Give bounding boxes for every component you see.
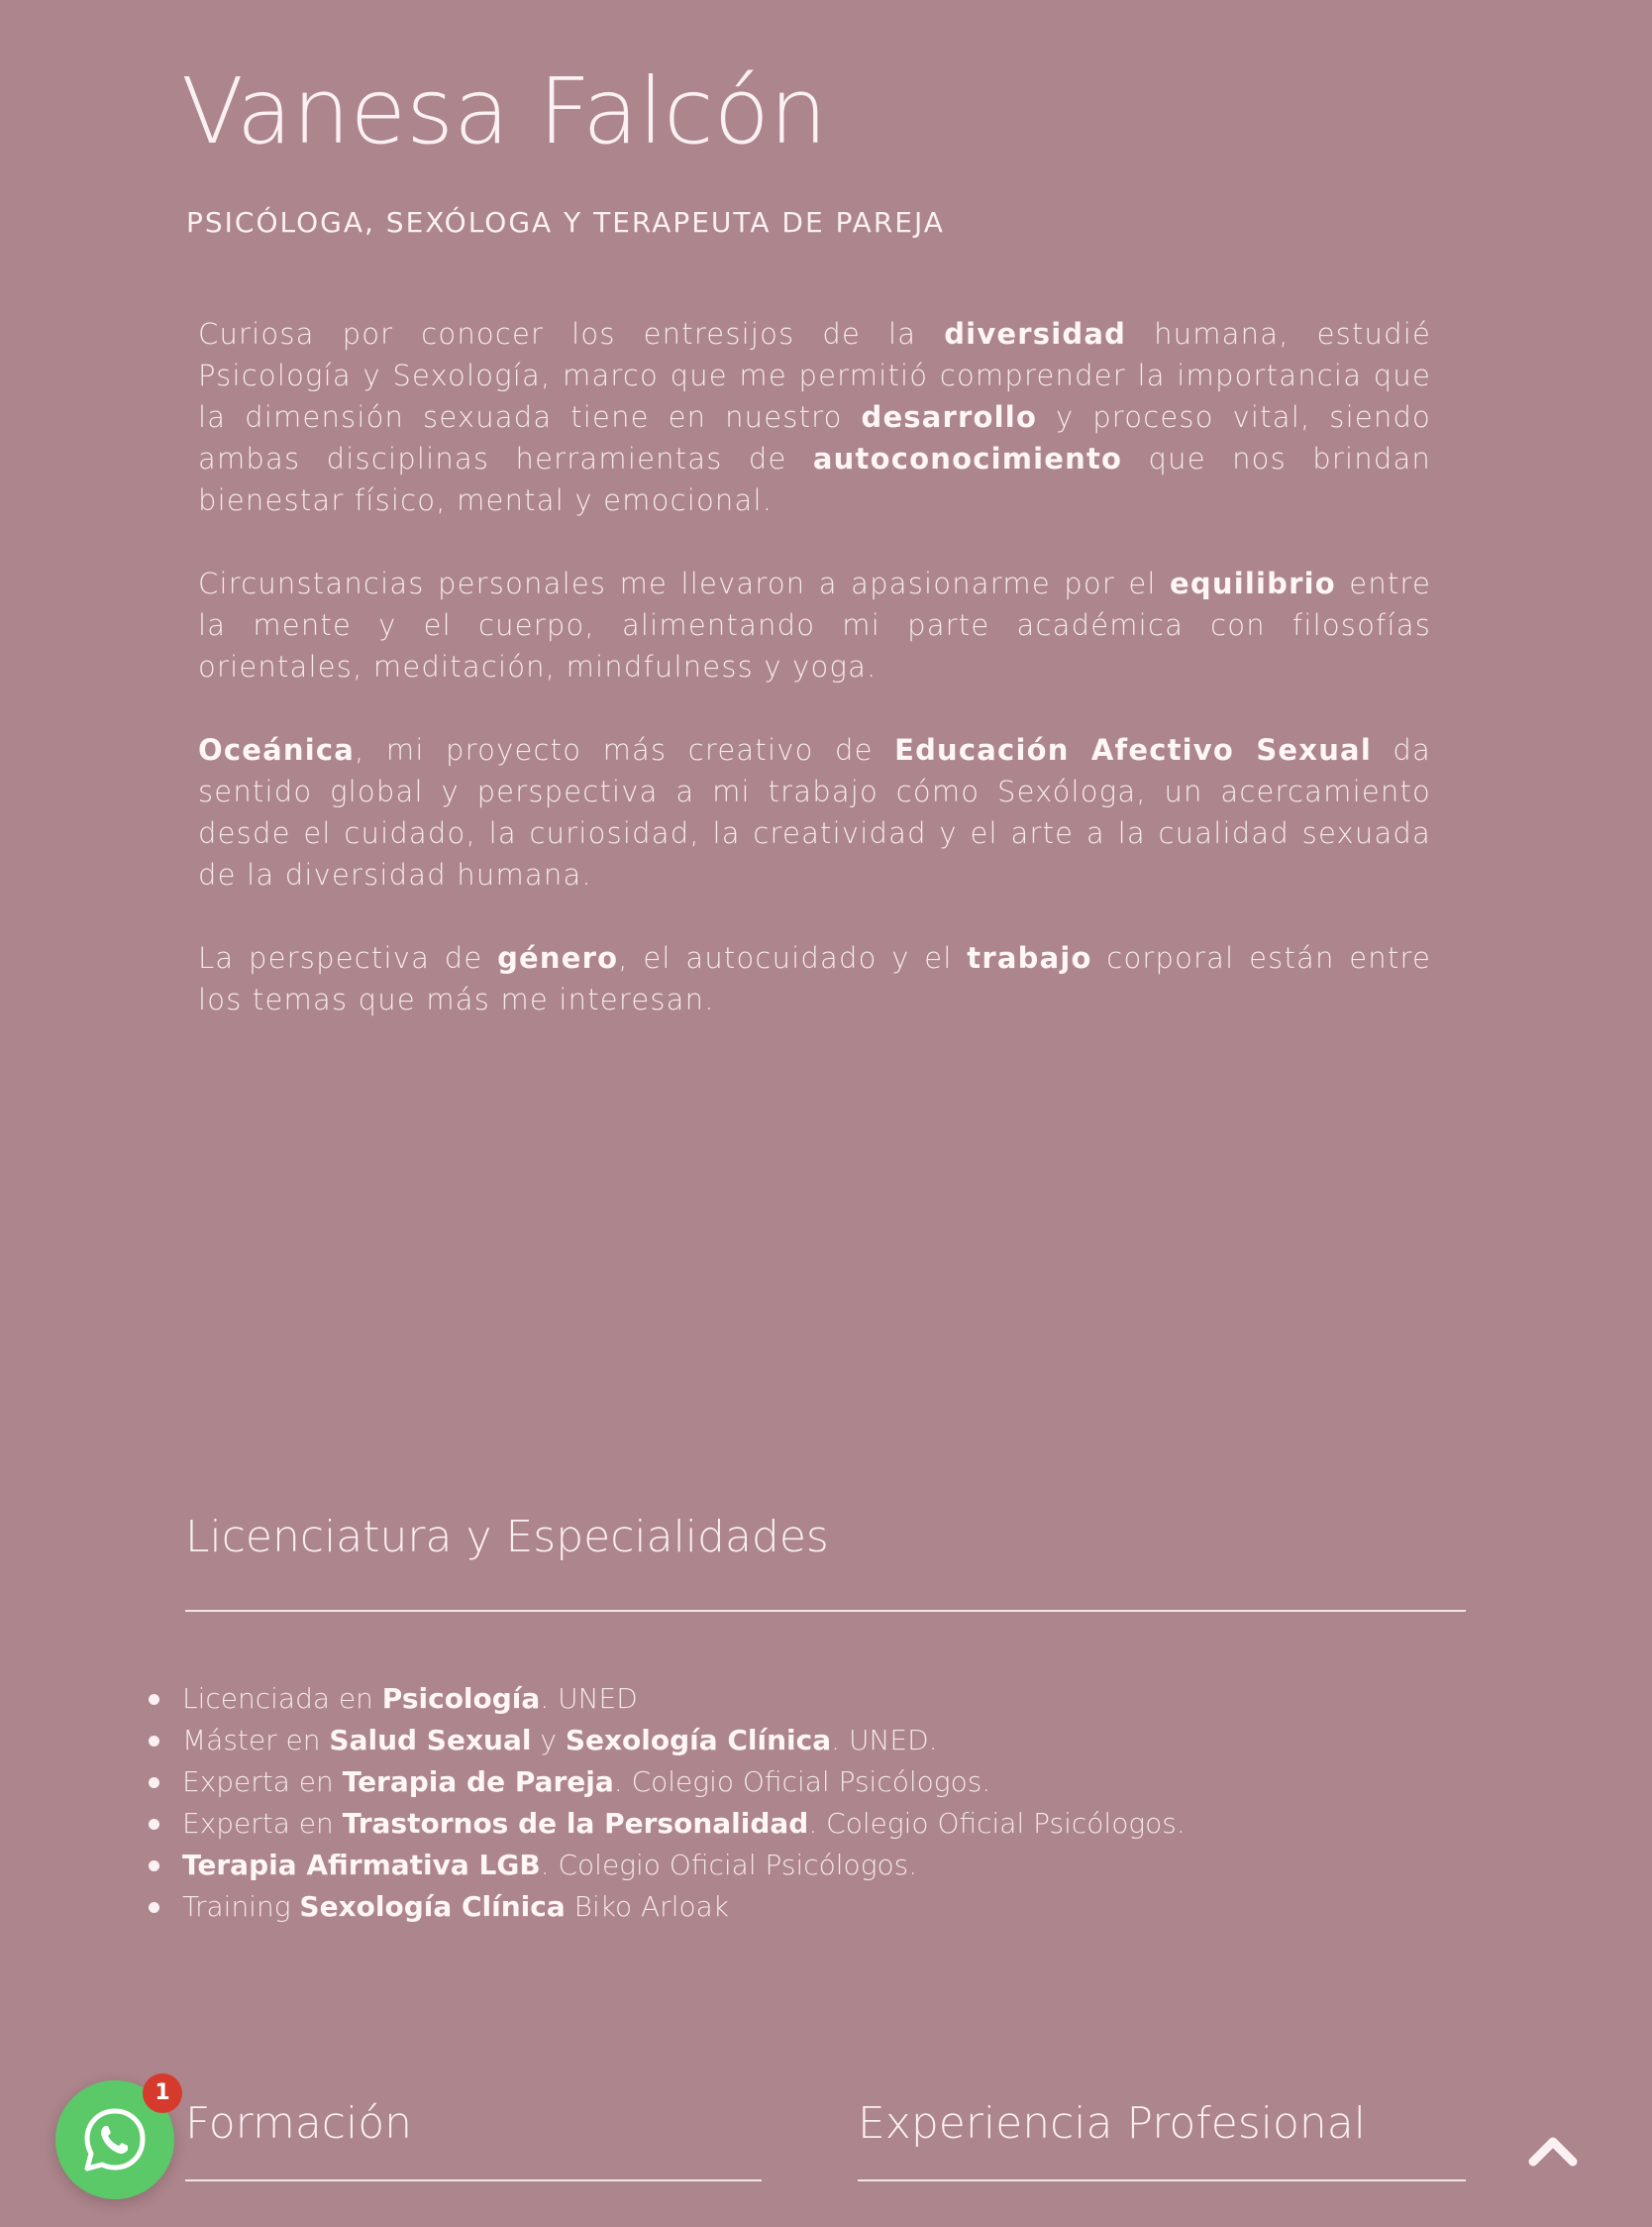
bio-text: humana, estudié Psicología y Sexología, marco que me permitió comprender la importancia que la dimensión sexuada tiene en nuestro bbox=[198, 317, 1431, 434]
list-item: Experta en Terapia de Pareja. Colegio Oficial Psicólogos. bbox=[149, 1761, 1186, 1803]
formacion-divider bbox=[185, 2179, 762, 2181]
bio-text: Circunstancias personales me llevaron a apasionarme por el bbox=[198, 567, 1171, 600]
page-subtitle: PSICÓLOGA, SEXÓLOGA Y TERAPEUTA DE PAREJA bbox=[186, 206, 945, 239]
bio-highlight: equilibrio bbox=[1170, 567, 1336, 600]
experiencia-divider bbox=[858, 2179, 1466, 2181]
notification-badge: 1 bbox=[143, 2073, 182, 2113]
formacion-heading: Formación bbox=[185, 2098, 413, 2149]
bio-paragraph bbox=[198, 729, 1431, 896]
list-item: Training Sexología Clínica Biko Arloak bbox=[149, 1886, 1186, 1928]
bio-highlight: género bbox=[497, 941, 619, 975]
bio-text: , mi proyecto más creativo de bbox=[355, 733, 895, 767]
bio-highlight: autoconocimiento bbox=[812, 442, 1123, 476]
bio-highlight: diversidad bbox=[944, 317, 1127, 351]
bio-text: , el autocuidado y el bbox=[618, 941, 968, 975]
bio-paragraph bbox=[198, 937, 1431, 1020]
bio-highlight: trabajo bbox=[967, 941, 1092, 975]
bio-paragraph bbox=[198, 563, 1431, 688]
bio-text: entre la mente y el cuerpo, alimentando mi parte académica con filosofías orientales, meditación, mindfulness y yoga. bbox=[198, 567, 1431, 684]
education-divider bbox=[185, 1610, 1466, 1612]
bio-paragraph bbox=[198, 313, 1431, 521]
education-heading: Licenciatura y Especialidades bbox=[185, 1512, 829, 1562]
list-item: Máster en Salud Sexual y Sexología Clínica. UNED. bbox=[149, 1720, 1186, 1761]
list-item: Terapia Afirmativa LGB. Colegio Oficial Psicólogos. bbox=[149, 1845, 1186, 1886]
bio-text: corporal están entre los temas que más me interesan. bbox=[198, 941, 1431, 1016]
bio-text: La perspectiva de bbox=[198, 941, 498, 975]
list-item: Experta en Trastornos de la Personalidad. Colegio Oficial Psicólogos. bbox=[149, 1803, 1186, 1845]
list-item: Licenciada en Psicología. UNED bbox=[149, 1678, 1186, 1720]
bio-text: y proceso vital, siendo ambas disciplinas herramientas de bbox=[198, 400, 1431, 476]
bio-highlight: Oceánica bbox=[198, 733, 356, 767]
bio-highlight: Educación Afectivo Sexual bbox=[894, 733, 1372, 767]
bio-section bbox=[198, 313, 1431, 1062]
page-title: Vanesa Falcón bbox=[181, 58, 828, 164]
education-list bbox=[149, 1678, 1186, 1928]
scroll-to-top-button[interactable] bbox=[1525, 2128, 1581, 2172]
bio-text: Curiosa por conocer los entresijos de la bbox=[198, 317, 945, 351]
whatsapp-icon bbox=[81, 2106, 149, 2174]
bio-highlight: desarrollo bbox=[861, 400, 1038, 434]
bio-text: que nos brindan bienestar físico, mental y emocional. bbox=[198, 442, 1431, 517]
bio-text: da sentido global y perspectiva a mi trabajo cómo Sexóloga, un acercamiento desde el cuidado, la curiosidad, la creatividad y el arte a la cualidad sexuada de la diversidad humana. bbox=[198, 733, 1431, 892]
experiencia-heading: Experiencia Profesional bbox=[858, 2098, 1366, 2149]
chevron-up-icon bbox=[1525, 2128, 1581, 2172]
